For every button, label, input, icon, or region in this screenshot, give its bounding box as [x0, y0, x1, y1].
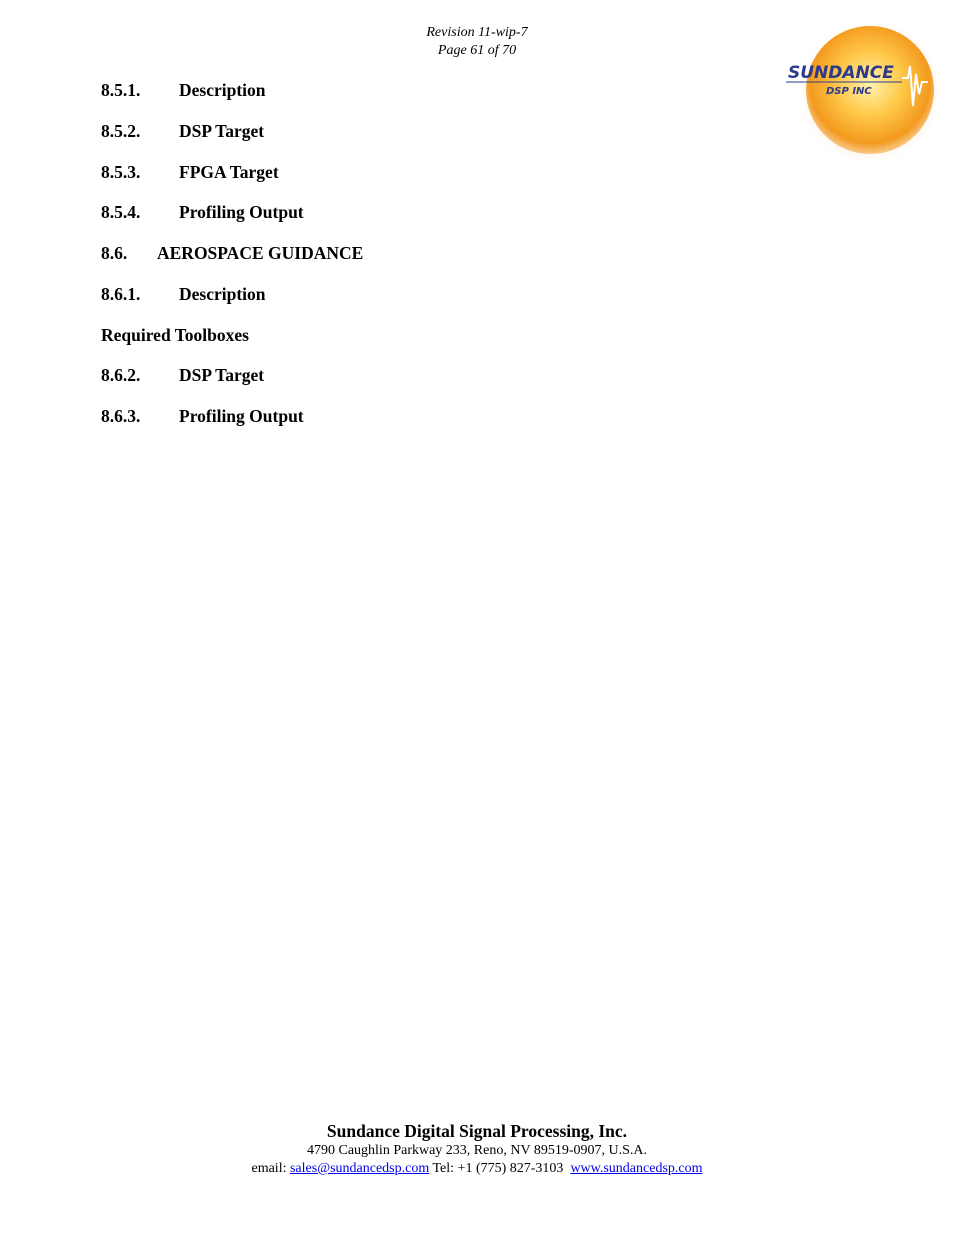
logo-sub-text: DSP INC	[826, 86, 872, 97]
heading-8-5-4	[101, 201, 304, 223]
heading-required-toolboxes	[101, 324, 249, 346]
company-address: 4790 Caughlin Parkway 233, Reno, NV 89519-0907, U.S.A.	[306, 1143, 647, 1158]
sundance-logo	[782, 16, 938, 172]
heading-title: Description	[179, 284, 266, 304]
heading-number: 8.6.	[101, 243, 128, 263]
page-footer	[0, 1120, 954, 1178]
heading-title: Profiling Output	[179, 202, 304, 222]
heading-title: Description	[179, 80, 266, 100]
page-number: Page 61 of 70	[437, 43, 517, 58]
heading-title: Profiling Output	[179, 406, 304, 426]
heading-number: 8.5.3.	[101, 162, 141, 182]
heading-number: 8.6.1.	[101, 284, 141, 304]
heading-8-6-1	[101, 283, 266, 305]
heading-number: 8.6.2.	[101, 365, 141, 385]
heading-8-5-3	[101, 161, 279, 183]
heading-title: Required Toolboxes	[101, 325, 249, 345]
email-link[interactable]: sales@sundancedsp.com	[289, 1161, 430, 1176]
revision-label: Revision 11-wip-7	[426, 25, 528, 40]
phone-number: Tel: +1 (775) 827-3103	[432, 1161, 564, 1176]
website-link[interactable]: www.sundancedsp.com	[570, 1161, 703, 1176]
heading-title: FPGA Target	[179, 162, 279, 182]
logo-brand-text: SUNDANCE	[788, 63, 894, 83]
heading-title: DSP Target	[179, 121, 265, 141]
heading-8-5-1	[101, 79, 266, 101]
email-label: email:	[251, 1161, 287, 1176]
heading-number: 8.5.2.	[101, 121, 141, 141]
heading-number: 8.5.4.	[101, 202, 141, 222]
heading-8-6	[101, 242, 364, 264]
company-name: Sundance Digital Signal Processing, Inc.	[326, 1121, 628, 1141]
heading-number: 8.5.1.	[101, 80, 141, 100]
heading-8-6-3	[101, 405, 304, 427]
heading-8-5-2	[101, 120, 265, 142]
heading-title: DSP Target	[179, 365, 265, 385]
heading-number: 8.6.3.	[101, 406, 141, 426]
heading-title: AEROSPACE GUIDANCE	[157, 243, 364, 263]
heading-8-6-2	[101, 364, 265, 386]
contact-line	[0, 1160, 954, 1178]
